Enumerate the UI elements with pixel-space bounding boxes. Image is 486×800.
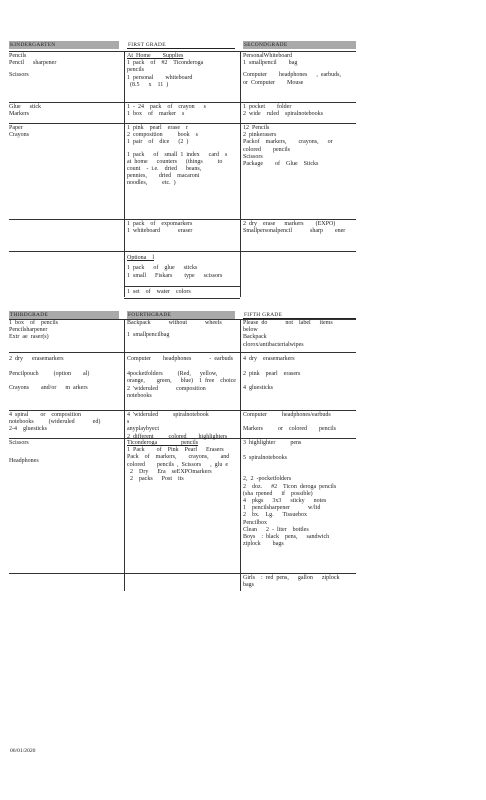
supply-item: Pencilpouch (option al)	[9, 371, 90, 378]
row-divider	[9, 123, 356, 124]
supply-item: 2 different colored highlighters	[127, 433, 228, 440]
supply-item: pencils	[127, 67, 144, 74]
list-item	[243, 320, 356, 349]
list-item	[127, 125, 237, 188]
list-item	[127, 440, 237, 483]
row-divider	[9, 251, 356, 252]
supply-item: 1 pair of dice (2 )	[127, 139, 189, 146]
list-item	[127, 104, 237, 118]
header-second-grade: SECONDGRADE	[243, 41, 356, 49]
supply-item: at home counters (things to	[127, 158, 223, 165]
supply-item: 1 pack of glue sticks	[127, 265, 198, 272]
row-divider	[9, 51, 356, 52]
supply-item: (sha rpened if possible)	[243, 490, 313, 497]
supply-item: Glue stick	[9, 104, 41, 110]
list-item	[243, 53, 356, 87]
supply-item: clorox/antibacterialwipes	[243, 341, 304, 348]
row-divider	[9, 410, 356, 411]
supply-item: 5 spiralnotebooks	[243, 455, 287, 462]
supply-item: 1 pocket folder	[243, 104, 292, 110]
supply-item: 2 doz. #2 Ticon deroga pencils	[243, 483, 337, 490]
supply-item: Package of Glue Sticks	[243, 161, 319, 168]
supply-item: 2 wide ruled spiralnotebooks	[243, 111, 323, 118]
supply-item: 2, 2 -pocketfolders	[243, 476, 292, 483]
supply-item: ziplock bags	[243, 541, 284, 548]
supply-item: colored pencils , Scissors , glu e	[127, 461, 228, 468]
list-item	[243, 440, 356, 548]
list-item	[243, 104, 356, 118]
list-item	[127, 356, 237, 400]
supply-item: Pencils	[9, 53, 27, 59]
supply-item	[243, 447, 356, 455]
supply-item: Computer headphones/earbuds	[243, 412, 331, 418]
list-item	[243, 575, 356, 589]
supply-item: anyplaybyect	[127, 426, 159, 433]
header-first-grade: FIRST GRADE	[127, 41, 235, 49]
supply-item: orange, green, blue) 1 free choice	[127, 378, 236, 385]
supply-item: 1 small Fiskars type scissors	[127, 273, 223, 280]
supply-item: count - i.e. dried beans,	[127, 166, 202, 173]
supply-item: Computer headphones , earbuds,	[243, 72, 341, 79]
list-item	[9, 320, 121, 342]
supply-item: 12 Pencils	[243, 125, 270, 131]
supply-item: Markers	[9, 111, 29, 118]
supply-item: 4 gluesticks	[243, 385, 273, 392]
supply-item: Pack of markers, crayons, and	[127, 454, 230, 461]
column-divider	[240, 319, 241, 591]
supply-item: 1 pack of #2 Ticonderoga	[127, 60, 204, 67]
supply-item: Paper	[9, 125, 23, 131]
header-kindergarten: KINDERGARTEN	[9, 41, 119, 49]
supply-item: 4 'wideruled spiralnotebook s	[127, 412, 236, 426]
supply-item: 4pocketfolders (Red, yellow,	[127, 371, 218, 378]
supply-item: 1 pencilsharpener w/lid	[243, 505, 321, 512]
list-item	[127, 289, 237, 296]
row-divider	[124, 298, 240, 299]
list-item	[127, 53, 237, 89]
list-item	[243, 221, 356, 235]
supply-item: 4 pkgs 3x3 sticky notes	[243, 498, 327, 505]
supply-item	[9, 363, 121, 371]
supply-item: 1 smallpencilbag	[127, 332, 170, 339]
supply-item	[127, 363, 237, 371]
supply-item: 1 - 24 pack of crayon s	[127, 104, 206, 110]
supply-item: 1 personal whiteboard	[127, 74, 193, 81]
row-divider	[124, 286, 240, 287]
supply-item: Backpack without wheels	[127, 320, 222, 326]
supply-item: Headphones	[9, 458, 39, 465]
supply-item: Crayons and/or m arkers	[9, 385, 88, 392]
supply-item: pennies, dried macaroni	[127, 173, 200, 180]
supply-item: 2 'wideruled composition	[127, 385, 206, 392]
supply-item: Backpack	[243, 334, 267, 341]
supply-item: PersonalWhiteboard	[243, 53, 292, 59]
list-item	[127, 412, 237, 441]
supply-item: Packof markers, crayons, or	[243, 139, 333, 146]
note-text: Please do not label items below	[243, 320, 342, 334]
list-item	[127, 255, 237, 281]
supply-item: Crayons	[9, 132, 29, 139]
row-divider	[9, 352, 356, 353]
section-title: Optiona l	[127, 255, 154, 261]
supply-item: Scissors	[243, 153, 263, 160]
supply-item: 1 box of marker s	[127, 111, 185, 118]
supply-item: 2 packs Post its	[127, 476, 184, 483]
header-fourth-grade: FOURTHGRADE	[127, 311, 235, 319]
supply-item: 2 bx. Lg. Tissuebox	[243, 512, 308, 519]
supply-item	[243, 378, 356, 385]
supply-item: colored pencils	[243, 146, 290, 153]
supply-item	[243, 419, 356, 426]
supply-item: Pencilbox	[243, 519, 267, 526]
supply-item: 2 dry erase markers (EXPO)	[243, 221, 336, 227]
footer-date: 06/01/2020	[10, 748, 36, 754]
list-item	[9, 412, 121, 434]
supply-item: 4 dry erasemarkers	[243, 356, 295, 362]
supply-item: 2 pink pearl erasers	[243, 371, 301, 378]
row-divider	[9, 219, 356, 220]
supply-item: 4 spiral or composition	[9, 412, 81, 418]
supply-item: 2 pinkerasers	[243, 132, 277, 139]
supply-item: 2-4 gluesticks	[9, 426, 47, 433]
supply-item: Pencil sharpener	[9, 60, 57, 67]
supply-item: 1 set of water colors	[127, 289, 191, 295]
supply-item: Clean 2 - liter bottles	[243, 526, 309, 533]
list-item	[127, 221, 237, 235]
supply-item: Scissors	[9, 72, 29, 79]
supply-item: bags	[243, 582, 254, 589]
section-title: At Home Supplies	[127, 53, 184, 59]
supply-item: 1 pack of small 1 index card s	[127, 151, 228, 158]
supply-item: 3 highlighter pens	[243, 440, 302, 446]
list-item	[127, 320, 237, 339]
supply-item: Scissors	[9, 440, 29, 446]
supply-item: notebooks	[127, 392, 152, 399]
supply-item: Pencilsharpener	[9, 327, 48, 334]
column-divider	[124, 319, 125, 591]
supply-item: 2 Dry Era seEXPOmarkers	[127, 468, 212, 475]
list-item	[243, 356, 356, 393]
row-divider	[9, 102, 356, 103]
supply-item: 1 pink pearl erase r	[127, 125, 188, 131]
supply-item: Computer headphones - earbuds	[127, 356, 233, 362]
list-item	[9, 356, 121, 393]
supply-item	[243, 363, 356, 371]
supply-item	[243, 462, 356, 469]
list-item	[9, 440, 121, 465]
supply-item: 1 smallpencil bag	[243, 60, 298, 67]
supply-item: Smallpersonalpencil sharp ener	[243, 228, 346, 235]
list-item	[9, 125, 121, 139]
supply-item: 1 pack of expomarkers	[127, 221, 193, 227]
supply-item: 1 Pack of Pink Pearl Erasers	[127, 447, 224, 454]
supply-item: notebooks (wideruled ed)	[9, 419, 101, 426]
header-third-grade: THIRDGRADE	[9, 311, 119, 319]
supply-item: Girls : red pens, gallon ziplock	[243, 575, 340, 581]
supply-item: 1 whiteboard eraser	[127, 228, 193, 235]
list-item	[9, 104, 121, 118]
column-divider	[124, 51, 125, 297]
supply-item: Extr ae raser(s)	[9, 334, 49, 341]
supply-item	[9, 378, 121, 385]
supply-item: (8.5 x 11 )	[130, 81, 169, 88]
row-divider	[9, 438, 356, 439]
row-divider	[9, 573, 356, 574]
supply-item: Markers or colored pencils	[243, 426, 336, 433]
supply-item: 2 dry erasemarkers	[9, 356, 64, 362]
supply-item: noodles, etc. )	[127, 180, 176, 187]
supply-item: 2 composition book s	[127, 132, 199, 139]
supply-item: 1 box of pencils	[9, 320, 58, 326]
column-divider	[240, 51, 241, 297]
list-item	[243, 412, 356, 433]
supply-item	[9, 447, 121, 458]
header-fifth-grade: FIFTH GRADE	[243, 311, 356, 319]
supply-item: Ticonderoga pencils	[127, 440, 199, 446]
list-item	[243, 125, 356, 168]
supply-item: Boys : black pens, sandwich	[243, 534, 330, 541]
list-item	[9, 53, 121, 80]
supply-item: or Computer Mouse	[243, 79, 304, 86]
